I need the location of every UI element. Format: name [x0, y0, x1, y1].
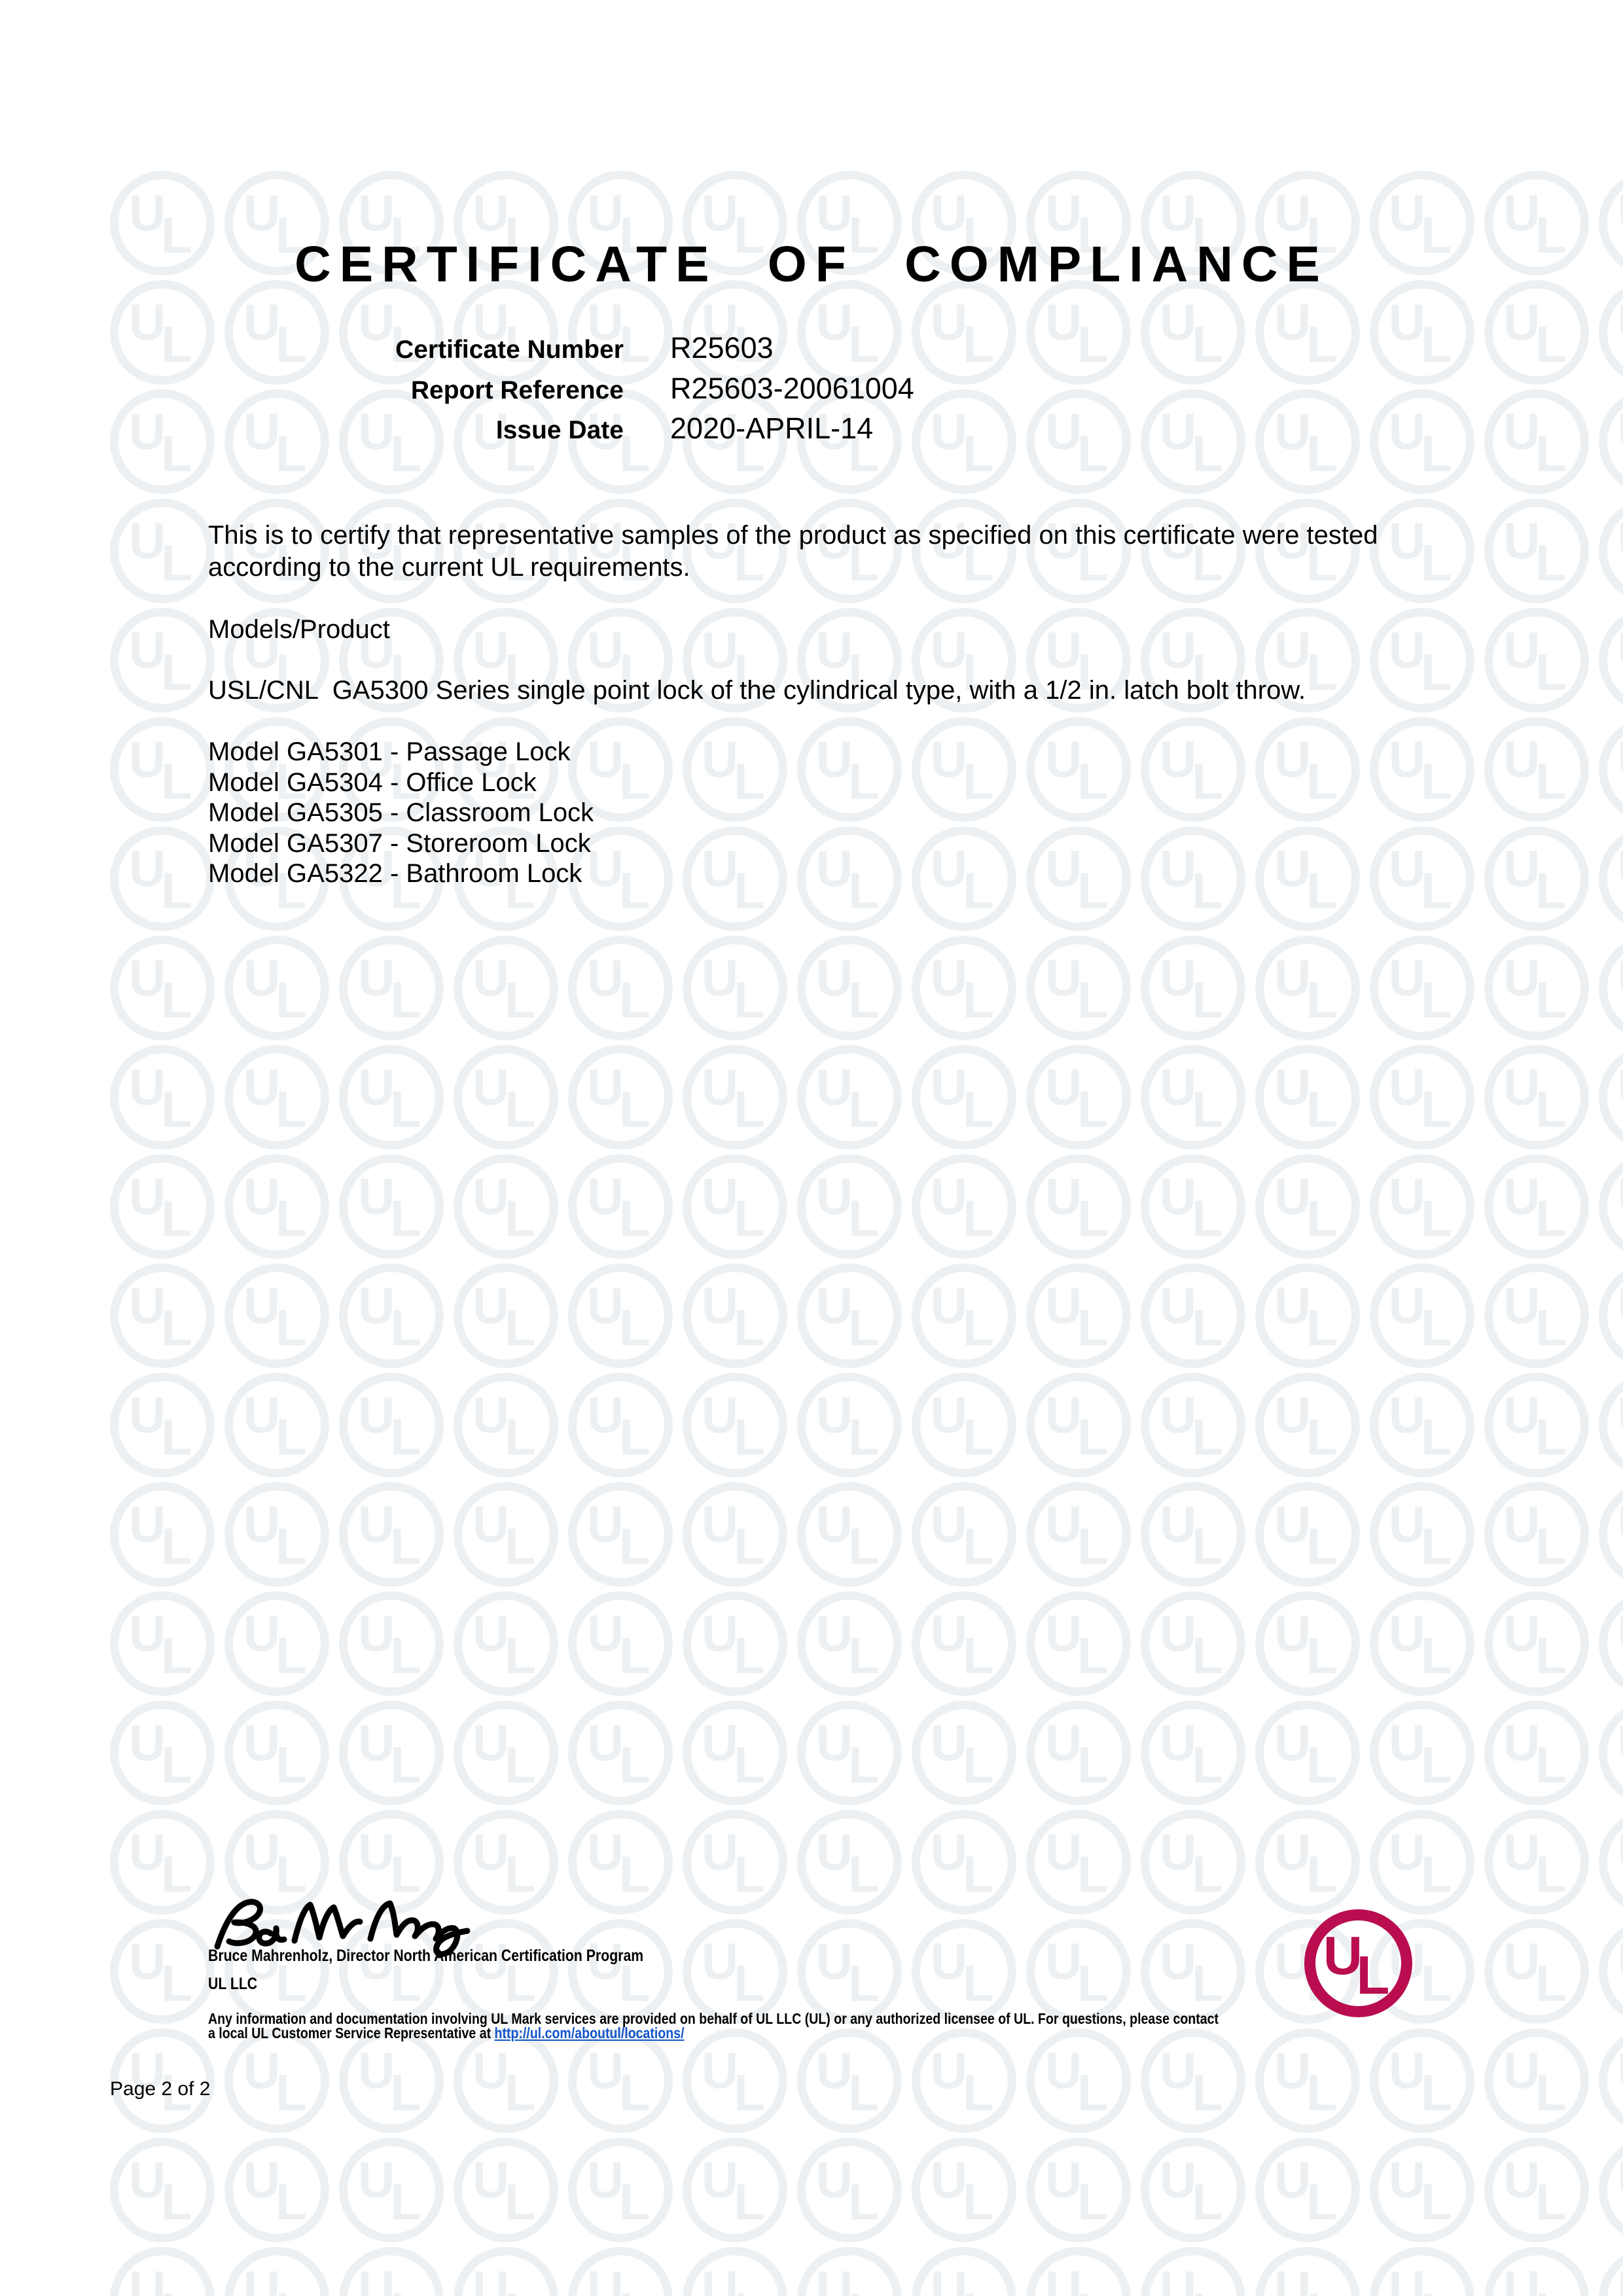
model-list — [208, 737, 594, 889]
page-indicator: Page 2 of 2 — [110, 2078, 211, 2100]
certificate-number-value: R25603 — [670, 331, 774, 364]
models-heading: Models/Product — [208, 615, 390, 644]
model-list-item: Model GA5304 - Office Lock — [208, 768, 537, 797]
certificate-number-label: Certificate Number — [395, 336, 624, 364]
report-reference-value: R25603-20061004 — [670, 372, 914, 405]
signatory-line: Bruce Mahrenholz, Director North American Certification Program — [208, 1947, 644, 1965]
issue-date-value: 2020-APRIL-14 — [670, 412, 874, 445]
document-title: CERTIFICATE OF COMPLIANCE — [294, 236, 1329, 292]
report-reference-label: Report Reference — [410, 376, 624, 404]
disclaimer-body: Any information and documentation involving UL Mark services are provided on behalf of UL LLC (UL) or any authorized licensee of UL. For questions, please contact a local UL Customer Service Representative at — [208, 2010, 1219, 2041]
model-list-item: Model GA5305 - Classroom Lock — [208, 798, 594, 827]
model-list-item: Model GA5322 - Bathroom Lock — [208, 859, 582, 888]
product-description: USL/CNL GA5300 Series single point lock of the cylindrical type, with a 1/2 in. latch bolt throw. — [208, 676, 1306, 705]
issue-date-label: Issue Date — [495, 416, 624, 444]
disclaimer-link[interactable]: http://ul.com/aboutul/locations/ — [494, 2024, 685, 2041]
field-row-report-reference — [0, 374, 1623, 403]
logo-letter-l: L — [1356, 1945, 1390, 2005]
model-list-item: Model GA5301 - Passage Lock — [208, 737, 571, 766]
company-name: UL LLC — [208, 1975, 258, 1993]
field-row-issue-date — [0, 414, 1623, 443]
logo-letter-u: U — [1323, 1925, 1363, 1986]
field-row-certificate-number — [0, 333, 1623, 362]
certification-statement: This is to certify that representative samples of the product as specified on this certificate were tested according to the current UL requirements. — [208, 521, 1378, 582]
disclaimer-text — [208, 2011, 1226, 2040]
model-list-item: Model GA5307 - Storeroom Lock — [208, 828, 591, 858]
ul-circle-logo — [1304, 1909, 1412, 2017]
